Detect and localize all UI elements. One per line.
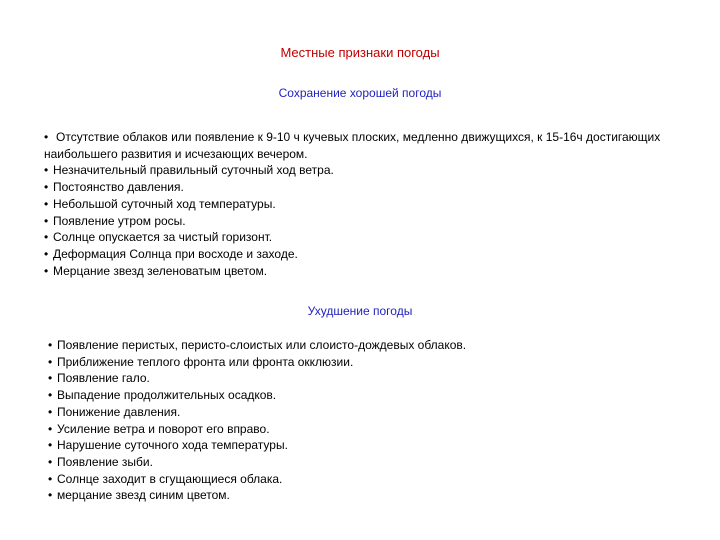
list-item: • Усиление ветра и поворот его вправо. — [48, 421, 270, 436]
list-item: • Солнце заходит в сгущающиеся облака. — [48, 471, 283, 486]
list-item: • Отсутствие облаков или появление к 9-10 ч кучевых плоских, медленно движущихся, к 15-16ч достигающих наибольшего развития и исчезающих вечером. — [44, 130, 661, 161]
good-weather-list — [44, 129, 684, 279]
bullet-icon: • — [44, 246, 49, 261]
bullet-icon: • — [48, 454, 53, 469]
bad-weather-heading: Ухудшение погоды — [307, 304, 413, 318]
bullet-icon: • — [48, 388, 53, 403]
bullet-icon: • — [48, 471, 53, 486]
list-item: • Выпадение продолжительных осадков. — [48, 388, 277, 403]
bullet-icon: • — [44, 263, 49, 278]
bullet-icon: • — [48, 488, 53, 503]
list-item: • Появление зыби. — [48, 454, 153, 469]
list-item: • Нарушение суточного хода температуры. — [48, 438, 288, 453]
list-item: • Постоянство давления. — [44, 180, 184, 195]
list-item: • Приближение теплого фронта или фронта окклюзии. — [48, 354, 354, 369]
bullet-icon: • — [44, 130, 49, 144]
bullet-icon: • — [44, 230, 49, 245]
bullet-icon: • — [48, 404, 53, 419]
page-title: Местные признаки погоды — [280, 45, 440, 60]
list-item: • Небольшой суточный ход температуры. — [44, 196, 276, 211]
list-item: • Понижение давления. — [48, 404, 181, 419]
list-item: • мерцание звезд синим цветом. — [48, 488, 230, 503]
bullet-icon: • — [48, 438, 53, 453]
bullet-icon: • — [44, 196, 49, 211]
bullet-icon: • — [44, 213, 49, 228]
list-item: • Деформация Солнца при восходе и заходе. — [44, 246, 298, 261]
good-weather-heading: Сохранение хорошей погоды — [278, 86, 442, 100]
list-item: • Солнце опускается за чистый горизонт. — [44, 230, 273, 245]
bullet-icon: • — [44, 180, 49, 195]
bullet-icon: • — [48, 371, 53, 386]
list-item: • Незначительный правильный суточный ход ветра. — [44, 163, 334, 178]
bullet-icon: • — [48, 421, 53, 436]
list-item: • Появление перистых, перисто-слоистых или слоисто-дождевых облаков. — [48, 338, 467, 352]
bad-weather-list — [48, 337, 466, 504]
bullet-icon: • — [44, 163, 49, 178]
bullet-icon: • — [48, 338, 53, 352]
list-item: • Появление утром росы. — [44, 213, 186, 228]
list-item: • Мерцание звезд зеленоватым цветом. — [44, 263, 268, 278]
list-item: • Появление гало. — [48, 371, 150, 386]
bullet-icon: • — [48, 354, 53, 369]
